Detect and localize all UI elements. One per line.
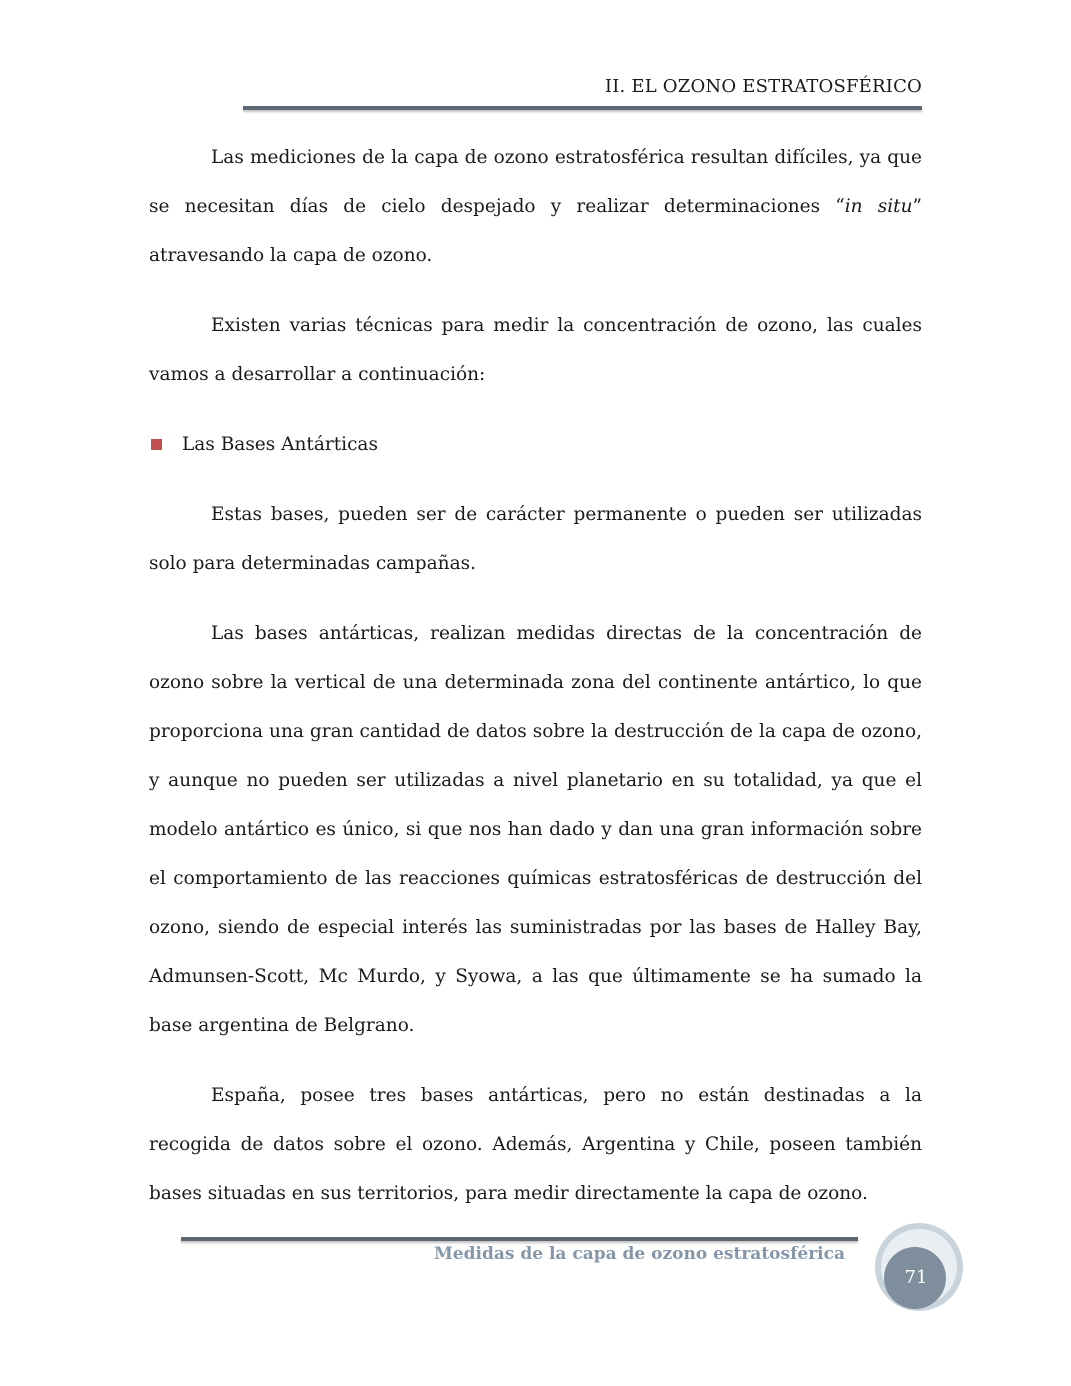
page-body: [149, 133, 922, 1218]
page-number: 71: [904, 1267, 928, 1288]
paragraph-5: España, posee tres bases antárticas, pero no están destinadas a la recogida de datos sobre el ozono. Además, Argentina y Chile, poseen también bases situadas en sus territorios, para medir directamente la capa de ozono.: [149, 1085, 922, 1204]
footer-rule: [181, 1237, 858, 1241]
paragraph-3: Estas bases, pueden ser de carácter permanente o pueden ser utilizadas solo para determinadas campañas.: [149, 504, 922, 574]
running-footer-title: Medidas de la capa de ozono estratosférica: [433, 1244, 845, 1264]
paragraph-4: Las bases antárticas, realizan medidas directas de la concentración de ozono sobre la vertical de una determinada zona del continente antártico, lo que proporciona una gran cantidad de datos sobre la destrucción de la capa de ozono, y aunque no pueden ser utilizadas a nivel planetario en su totalidad, ya que el modelo antártico es único, si que nos han dado y dan una gran información sobre el comportamiento de las reacciones químicas estratosféricas de destrucción del ozono, siendo de especial interés las suministradas por las bases de Halley Bay, Admunsen-Scott, Mc Murdo, y Syowa, a las que últimamente se ha sumado la base argentina de Belgrano.: [149, 623, 922, 1036]
paragraph-1-text-b: ” atravesando la capa de ozono.: [149, 196, 922, 266]
paragraph-1-text-a: Las mediciones de la capa de ozono estratosférica resultan difíciles, ya que se necesitan días de cielo despejado y realizar determinaciones “: [149, 147, 922, 217]
bullet-item-label: Las Bases Antárticas: [182, 434, 378, 455]
square-bullet-icon: [151, 439, 162, 450]
paragraph-1: [149, 133, 922, 280]
paragraph-1-italic: in situ: [844, 196, 913, 217]
paragraph-2: Existen varias técnicas para medir la concentración de ozono, las cuales vamos a desarrollar a continuación:: [149, 315, 922, 385]
header-rule: [243, 106, 922, 110]
bullet-item: [149, 420, 922, 469]
running-header-title: II. EL OZONO ESTRATOSFÉRICO: [604, 76, 922, 97]
